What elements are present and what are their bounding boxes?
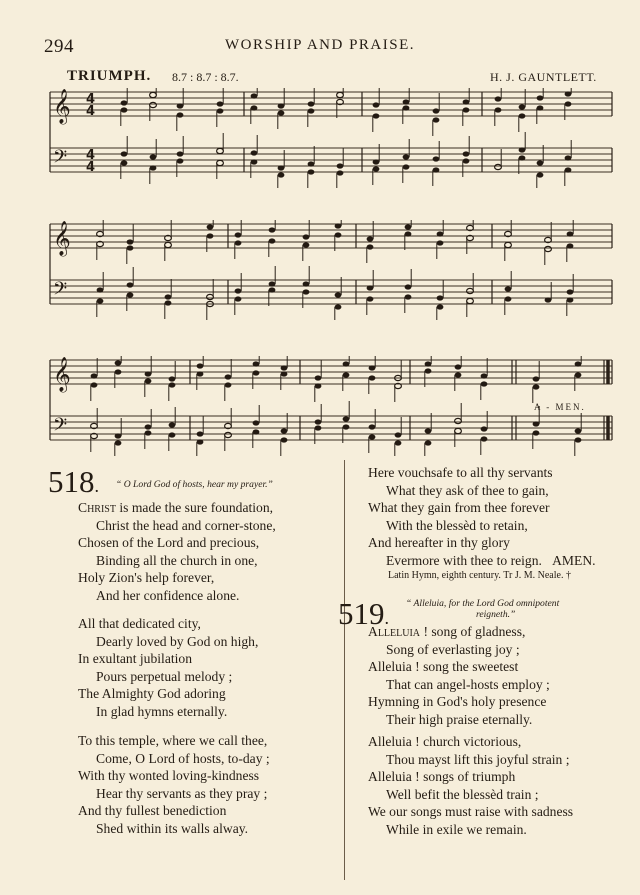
- bass-note: [97, 287, 104, 292]
- bass-note: [343, 416, 350, 421]
- treble-note: [405, 231, 412, 236]
- bass-time-sig-top: 4: [86, 148, 96, 163]
- treble-note: [217, 108, 224, 113]
- treble-note: [308, 101, 315, 106]
- bass-note: [177, 151, 184, 156]
- treble-note: [225, 374, 232, 379]
- treble-note: [369, 365, 376, 370]
- treble-note: [225, 382, 232, 387]
- treble-note: [463, 107, 470, 112]
- treble-note: [369, 375, 376, 380]
- bass-note: [278, 165, 285, 170]
- treble-note: [308, 108, 315, 113]
- bass-note: [505, 296, 512, 301]
- treble-note: [251, 93, 258, 98]
- treble-note: [115, 369, 122, 374]
- treble-note: [455, 364, 462, 369]
- treble-note: [281, 365, 288, 370]
- treble-note: [505, 242, 512, 247]
- treble-note: [337, 92, 344, 97]
- amen-label: A - MEN.: [534, 402, 586, 412]
- treble-note: [367, 236, 374, 241]
- bass-note: [235, 288, 242, 293]
- bass-staff: [50, 148, 612, 172]
- treble-clef-icon: 𝄞: [53, 89, 71, 124]
- treble-note: [197, 363, 204, 368]
- treble-note: [519, 113, 526, 118]
- bass-note: [217, 160, 224, 165]
- bass-note: [169, 432, 176, 437]
- bass-note: [127, 282, 134, 287]
- treble-note: [403, 99, 410, 104]
- treble-note: [533, 384, 540, 389]
- bass-note: [150, 165, 157, 170]
- treble-note: [575, 361, 582, 366]
- hymn-number-519: 519.: [338, 596, 389, 631]
- treble-note: [251, 105, 258, 110]
- treble-note: [121, 100, 128, 105]
- treble-note: [145, 371, 152, 376]
- treble-note: [495, 107, 502, 112]
- bass-note: [335, 292, 342, 297]
- bass-note: [337, 163, 344, 168]
- treble-note: [433, 117, 440, 122]
- bass-note: [565, 155, 572, 160]
- bass-note: [467, 288, 474, 293]
- treble-note: [91, 373, 98, 378]
- hymn-518-stanza-2: All that dedicated city, Dearly loved by God on high, In exultant jubilation Pours perpetual melody ; The Almighty God adoring In glad hymns eternally.: [78, 616, 259, 719]
- amen-text: AMEN.: [552, 552, 596, 568]
- hymn-518-stanza-4: Here vouchsafe to all thy servants What they ask of thee to gain, What they gain from thee forever With the blessèd to retain, And hereafter in thy glory Evermore with thee to reign. AMEN.: [368, 465, 596, 568]
- bass-note: [537, 160, 544, 165]
- bass-note: [169, 422, 176, 427]
- hymn-518-credit: Latin Hymn, eighth century. Tr J. M. Neale. †: [388, 570, 571, 581]
- bass-note: [373, 159, 380, 164]
- music-system-2: [0, 220, 640, 320]
- hymn-518-stanza-3: To this temple, where we call thee, Come, O Lord of hosts, to-day ; With thy wonted loving-kindness Hear thy servants as they pray ; And thy fullest benediction Shed within its walls alway.: [78, 733, 270, 836]
- treble-note: [253, 370, 260, 375]
- tune-meter: 8.7 : 8.7 : 8.7.: [172, 70, 239, 84]
- hymn-518-motto: “ O Lord God of hosts, hear my prayer.”: [116, 479, 273, 490]
- hymn-519-stanza-2: Alleluia ! church victorious, Thou mayst lift this joyful strain ; Alleluia ! songs of triumph Well befit the blessèd train ; We our songs must raise with sadness While in exile we remain.: [368, 734, 574, 837]
- bass-note: [395, 432, 402, 437]
- bass-note: [481, 426, 488, 431]
- bass-note: [367, 285, 374, 290]
- treble-note: [127, 245, 134, 250]
- treble-staff: [50, 224, 612, 248]
- bass-note: [145, 430, 152, 435]
- composer-name: H. J. GAUNTLETT.: [490, 70, 597, 84]
- treble-note: [567, 243, 574, 248]
- bass-time-sig-bottom: 4: [86, 160, 96, 175]
- treble-time-sig-bottom: 4: [86, 104, 96, 119]
- bass-note: [533, 430, 540, 435]
- tune-name: TRIUMPH.: [67, 68, 152, 84]
- treble-note: [235, 240, 242, 245]
- treble-note: [537, 105, 544, 110]
- bass-note: [403, 164, 410, 169]
- bass-note: [437, 295, 444, 300]
- treble-note: [150, 102, 157, 107]
- bass-note: [121, 160, 128, 165]
- treble-note: [519, 104, 526, 109]
- bass-note: [567, 289, 574, 294]
- treble-note: [463, 99, 470, 104]
- bass-note: [405, 294, 412, 299]
- hymn-518-stanza-1: Christ is made the sure foundation, Christ the head and corner-stone, Chosen of the Lord and precious, Binding all the church in one, Holy Zion's help forever, And her confidence alone.: [78, 500, 276, 603]
- bass-note: [405, 284, 412, 289]
- bass-note: [337, 170, 344, 175]
- bass-note: [303, 289, 310, 294]
- treble-note: [437, 240, 444, 245]
- bass-note: [495, 164, 502, 169]
- treble-note: [303, 234, 310, 239]
- treble-note: [269, 227, 276, 232]
- treble-note: [367, 244, 374, 249]
- treble-note: [207, 233, 214, 238]
- treble-note: [373, 113, 380, 118]
- bass-clef-icon: 𝄢: [53, 147, 68, 172]
- treble-note: [281, 371, 288, 376]
- treble-note: [437, 231, 444, 236]
- treble-clef-icon: 𝄞: [53, 221, 71, 256]
- bass-note: [315, 425, 322, 430]
- treble-note: [495, 96, 502, 101]
- treble-note: [278, 103, 285, 108]
- treble-note: [565, 101, 572, 106]
- treble-note: [315, 375, 322, 380]
- bass-note: [369, 434, 376, 439]
- bass-note: [437, 304, 444, 309]
- bass-staff: [50, 280, 612, 304]
- treble-note: [335, 232, 342, 237]
- bass-note: [433, 167, 440, 172]
- treble-note: [343, 372, 350, 377]
- treble-note: [425, 361, 432, 366]
- bass-note: [403, 154, 410, 159]
- bass-note: [251, 150, 258, 155]
- bass-note: [269, 281, 276, 286]
- bass-note: [217, 148, 224, 153]
- treble-note: [165, 242, 172, 247]
- bass-note: [121, 151, 128, 156]
- bass-note: [308, 161, 315, 166]
- treble-note: [145, 378, 152, 383]
- treble-note: [150, 92, 157, 97]
- bass-note: [177, 158, 184, 163]
- bass-note: [369, 424, 376, 429]
- bass-note: [463, 158, 470, 163]
- bass-note: [97, 298, 104, 303]
- treble-note: [343, 361, 350, 366]
- treble-note: [455, 372, 462, 377]
- bass-note: [278, 172, 285, 177]
- music-system-1: [0, 88, 640, 188]
- bass-note: [425, 428, 432, 433]
- bass-note: [505, 286, 512, 291]
- treble-note: [405, 224, 412, 229]
- bass-note: [197, 431, 204, 436]
- treble-note: [335, 223, 342, 228]
- bass-note: [575, 437, 582, 442]
- bass-note: [373, 166, 380, 171]
- bass-note: [519, 147, 526, 152]
- bass-note: [308, 169, 315, 174]
- treble-time-sig-top: 4: [86, 92, 96, 107]
- bass-staff: [50, 416, 612, 440]
- bass-note: [567, 297, 574, 302]
- treble-note: [177, 112, 184, 117]
- first-word: Christ: [78, 500, 116, 515]
- bass-note: [127, 292, 134, 297]
- treble-note: [269, 238, 276, 243]
- treble-note: [177, 103, 184, 108]
- treble-note: [207, 224, 214, 229]
- bass-note: [115, 433, 122, 438]
- bass-note: [235, 296, 242, 301]
- bass-note: [455, 418, 462, 423]
- bass-note: [545, 297, 552, 302]
- treble-note: [121, 107, 128, 112]
- bass-note: [343, 424, 350, 429]
- bass-note: [269, 287, 276, 292]
- hymn-519-motto: “ Alleluia, for the Lord God omnipotent reigneth.”: [406, 598, 560, 620]
- treble-note: [278, 110, 285, 115]
- treble-staff: [50, 360, 612, 384]
- bass-note: [463, 151, 470, 156]
- bass-note: [165, 294, 172, 299]
- bass-note: [145, 424, 152, 429]
- bass-note: [533, 421, 540, 426]
- column-divider: [344, 460, 345, 880]
- bass-note: [115, 440, 122, 445]
- bass-note: [225, 432, 232, 437]
- bass-note: [481, 436, 488, 441]
- treble-note: [197, 371, 204, 376]
- treble-clef-icon: 𝄞: [53, 357, 71, 392]
- bass-note: [433, 156, 440, 161]
- treble-note: [533, 376, 540, 381]
- bass-note: [253, 420, 260, 425]
- treble-note: [481, 381, 488, 386]
- bass-note: [207, 294, 214, 299]
- bass-note: [467, 298, 474, 303]
- hymn-519-stanza-1: Alleluia ! song of gladness, Song of everlasting joy ; Alleluia ! song the sweetest That can angel-hosts employ ; Hymning in God's holy presence Their high praise eternally.: [368, 624, 550, 727]
- bass-note: [537, 172, 544, 177]
- bass-note: [395, 440, 402, 445]
- bass-clef-icon: 𝄢: [53, 279, 68, 304]
- treble-note: [481, 373, 488, 378]
- first-word: Alleluia: [368, 624, 421, 639]
- treble-staff: [50, 92, 612, 116]
- bass-note: [425, 440, 432, 445]
- bass-note: [335, 304, 342, 309]
- treble-note: [115, 360, 122, 365]
- hymn-number-518: 518.: [48, 464, 99, 499]
- treble-note: [169, 382, 176, 387]
- treble-note: [253, 361, 260, 366]
- treble-note: [91, 382, 98, 387]
- treble-note: [565, 91, 572, 96]
- treble-note: [575, 372, 582, 377]
- treble-note: [433, 108, 440, 113]
- bass-note: [281, 437, 288, 442]
- treble-note: [545, 246, 552, 251]
- bass-note: [303, 281, 310, 286]
- treble-note: [537, 95, 544, 100]
- bass-note: [165, 300, 172, 305]
- treble-note: [315, 383, 322, 388]
- bass-note: [315, 419, 322, 424]
- bass-note: [367, 296, 374, 301]
- treble-note: [127, 239, 134, 244]
- bass-note: [150, 154, 157, 159]
- bass-note: [565, 167, 572, 172]
- bass-note: [575, 428, 582, 433]
- treble-note: [425, 368, 432, 373]
- bass-clef-icon: 𝄢: [53, 415, 68, 440]
- treble-note: [235, 232, 242, 237]
- bass-note: [281, 428, 288, 433]
- page-number: 294: [44, 36, 74, 57]
- bass-note: [519, 155, 526, 160]
- bass-note: [197, 439, 204, 444]
- treble-note: [169, 376, 176, 381]
- treble-note: [403, 105, 410, 110]
- treble-note: [303, 242, 310, 247]
- running-head: WORSHIP AND PRAISE.: [224, 37, 416, 53]
- bass-note: [253, 429, 260, 434]
- bass-note: [251, 159, 258, 164]
- treble-note: [567, 231, 574, 236]
- bass-note: [455, 428, 462, 433]
- treble-note: [217, 101, 224, 106]
- treble-note: [373, 102, 380, 107]
